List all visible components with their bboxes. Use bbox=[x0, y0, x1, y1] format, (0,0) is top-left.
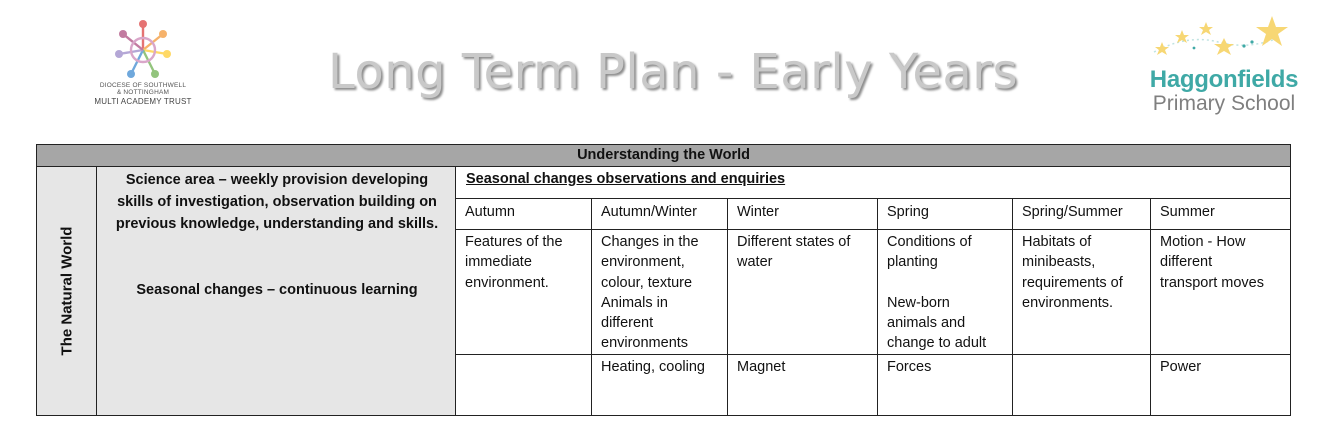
page-title: Long Term Plan - Early Years bbox=[327, 44, 1019, 100]
content-cell bbox=[728, 230, 878, 355]
content-line: Changes in the bbox=[601, 234, 699, 250]
topic-cell: Forces bbox=[878, 354, 1013, 415]
description-text-2: Seasonal changes – continuous learning bbox=[136, 282, 418, 298]
content-line: environment. bbox=[465, 274, 549, 291]
trust-line-2: & NOTTINGHAM bbox=[116, 89, 170, 96]
stars-icon bbox=[1148, 12, 1308, 68]
content-line bbox=[887, 273, 1003, 293]
topic-cell: Magnet bbox=[728, 354, 878, 415]
content-line: requirements of bbox=[1022, 274, 1123, 291]
content-line: transport moves bbox=[1160, 274, 1264, 291]
row-label-cell bbox=[37, 167, 97, 416]
seasonal-heading-row bbox=[37, 167, 1291, 199]
trust-line-1: DIOCESE OF SOUTHWELL bbox=[99, 82, 187, 89]
season-header: Autumn/Winter bbox=[592, 199, 728, 230]
description-text: Science area – weekly provision developing skills of investigation, observation building on previous knowledge, understanding and skills. bbox=[115, 172, 439, 232]
section-heading: Understanding the World bbox=[37, 145, 1291, 167]
seasonal-heading: Seasonal changes observations and enquiries bbox=[456, 167, 1291, 199]
content-line: Animals in bbox=[601, 294, 668, 311]
trust-logo bbox=[86, 18, 200, 114]
content-line: New-born bbox=[887, 294, 950, 311]
content-line: Motion - How bbox=[1160, 234, 1246, 250]
content-line: Different states of bbox=[737, 234, 851, 250]
content-cell bbox=[592, 230, 728, 355]
content-line: environment, bbox=[601, 254, 685, 271]
content-line: Conditions of bbox=[887, 234, 972, 250]
content-line: animals and bbox=[887, 315, 966, 332]
content-line: different bbox=[1160, 254, 1213, 271]
school-subtitle: Primary School bbox=[1152, 92, 1296, 115]
content-cell bbox=[878, 230, 1013, 355]
topic-cell bbox=[456, 354, 592, 415]
season-header: Spring/Summer bbox=[1013, 199, 1151, 230]
long-term-plan-table bbox=[36, 144, 1291, 416]
content-line: minibeasts, bbox=[1022, 254, 1096, 271]
trust-line-3: MULTI ACADEMY TRUST bbox=[94, 97, 192, 106]
content-line: Features of the bbox=[465, 234, 563, 250]
topic-cell: Heating, cooling bbox=[592, 354, 728, 415]
season-header: Autumn bbox=[456, 199, 592, 230]
season-header: Summer bbox=[1151, 199, 1291, 230]
content-line: colour, texture bbox=[601, 274, 693, 291]
row-label: The Natural World bbox=[58, 226, 75, 356]
content-line: immediate bbox=[465, 254, 532, 271]
content-line: different bbox=[601, 315, 654, 332]
content-line: planting bbox=[887, 254, 938, 271]
content-cell bbox=[1013, 230, 1151, 355]
season-header: Winter bbox=[728, 199, 878, 230]
topic-cell bbox=[1013, 354, 1151, 415]
content-line: change to adult bbox=[887, 335, 987, 352]
content-line: environments. bbox=[1022, 294, 1114, 311]
season-header: Spring bbox=[878, 199, 1013, 230]
content-line: water bbox=[737, 254, 773, 271]
content-line: environments bbox=[601, 335, 689, 352]
heading-row bbox=[37, 145, 1291, 167]
content-cell bbox=[1151, 230, 1291, 355]
content-line: Habitats of bbox=[1022, 234, 1092, 250]
description-cell bbox=[97, 167, 456, 416]
content-cell bbox=[456, 230, 592, 355]
school-name: Haggonfields bbox=[1149, 66, 1299, 93]
school-logo bbox=[1126, 12, 1316, 118]
trust-emblem-icon bbox=[111, 18, 175, 82]
topic-cell: Power bbox=[1151, 354, 1291, 415]
